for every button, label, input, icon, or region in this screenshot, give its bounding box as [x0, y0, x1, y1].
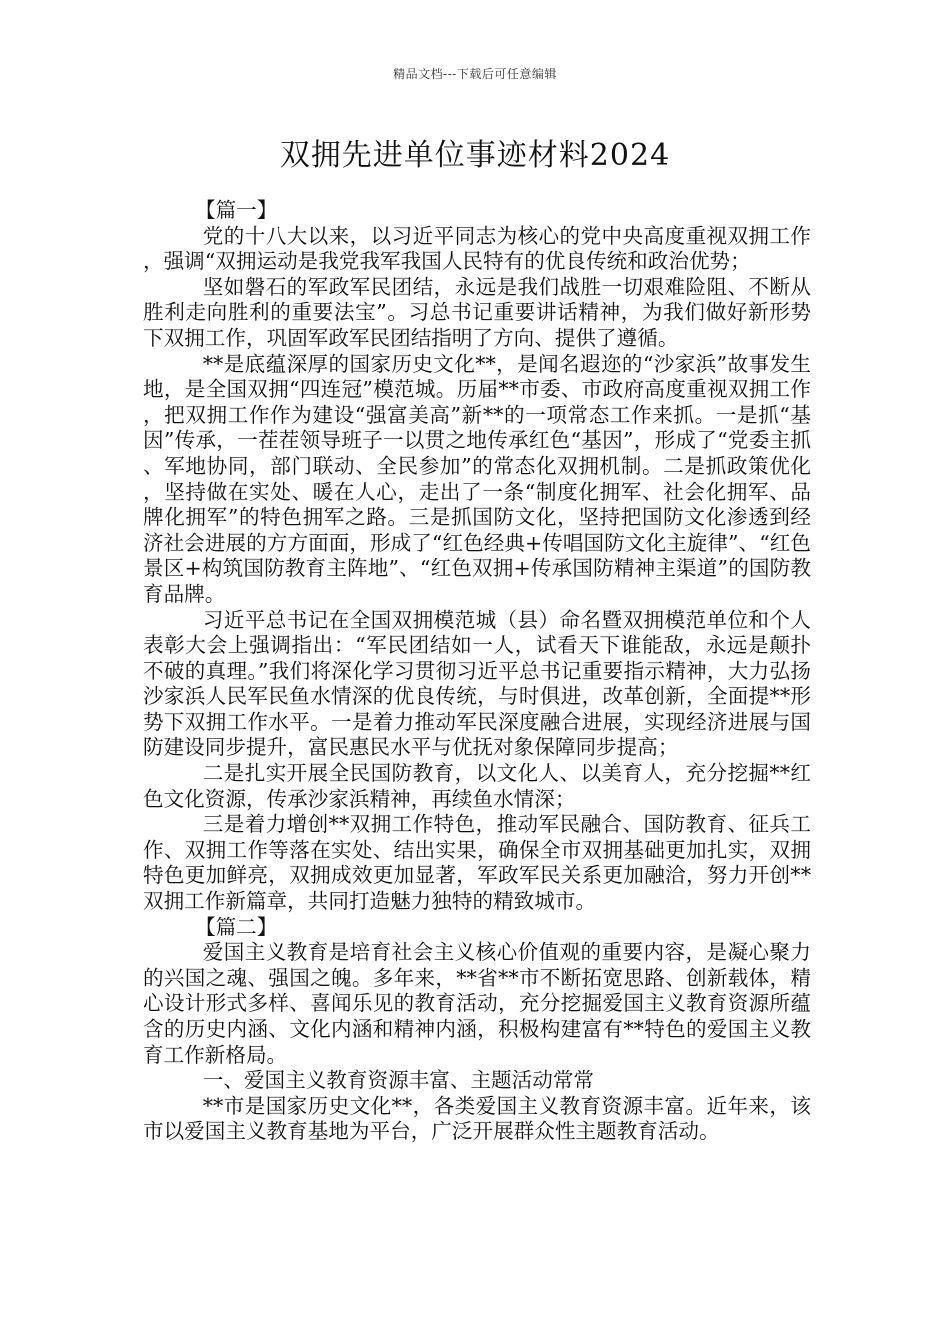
- paragraph: **是底蕴深厚的国家历史文化**，是闻名遐迩的“沙家浜”故事发生地，是全国双拥“四连冠”模范城。历届**市委、市政府高度重视双拥工作，把双拥工作作为建设“强富美高”新**的一项常态工作来抓。一是抓“基因”传承，一茬茬领导班子一以贯之地传承红色“基因”，形成了“党委主抓、军地协同，部门联动、全民参加”的常态化双拥机制。二是抓政策优化，坚持做在实处、暖在人心，走出了一条“制度化拥军、社会化拥军、品牌化拥军”的特色拥军之路。三是抓国防文化，坚持把国防文化渗透到经济社会进展的方方面面，形成了“红色经典+传唱国防文化主旋律”、“红色景区+构筑国防教育主阵地”、“红色双拥+传承国防精神主渠道”的国防教育品牌。: [143, 351, 811, 606]
- document-body: [143, 198, 811, 1145]
- paragraph: 爱国主义教育是培育社会主义核心价值观的重要内容，是凝心聚力的兴国之魂、强国之魄。多年来，**省**市不断拓宽思路、创新载体，精心设计形式多样、喜闻乐见的教育活动，充分挖掘爱国主义教育资源所蕴含的历史内涵、文化内涵和精神内涵，积极构建富有**特色的爱国主义教育工作新格局。: [143, 940, 811, 1067]
- subheading-paragraph: 一、爱国主义教育资源丰富、主题活动常常: [202, 1068, 595, 1093]
- document-title: 双拥先进单位事迹材料2024: [279, 138, 671, 173]
- paragraph: 坚如磐石的军政军民团结，永远是我们战胜一切艰难险阻、不断从胜利走向胜利的重要法宝”。习总书记重要讲话精神，为我们做好新形势下双拥工作，巩固军政军民团结指明了方向、提供了遵循。: [143, 274, 811, 350]
- section-heading-1: 【篇一】: [195, 198, 278, 222]
- paragraph: **市是国家历史文化**，各类爱国主义教育资源丰富。近年来，该市以爱国主义教育基地为平台，广泛开展群众性主题教育活动。: [143, 1093, 811, 1144]
- paragraph: 党的十八大以来，以习近平同志为核心的党中央高度重视双拥工作，强调“双拥运动是我党我军我国人民特有的优良传统和政治优势；: [143, 223, 811, 274]
- paragraph: 三是着力增创**双拥工作特色，推动军民融合、国防教育、征兵工作、双拥工作等落在实处、结出实果，确保全市双拥基础更加扎实，双拥特色更加鲜亮，双拥成效更加显著，军政军民关系更加融洽，努力开创**双拥工作新篇章，共同打造魅力独特的精致城市。: [143, 812, 811, 914]
- paragraph: 习近平总书记在全国双拥模范城（县）命名暨双拥模范单位和个人表彰大会上强调指出：“军民团结如一人，试看天下谁能敌，永远是颠扑不破的真理。”我们将深化学习贯彻习近平总书记重要指示精神，大力弘扬沙家浜人民军民鱼水情深的优良传统，与时俱进，改革创新，全面提**形势下双拥工作水平。一是着力推动军民深度融合进展，实现经济进展与国防建设同步提升，富民惠民水平与优抚对象保障同步提高；: [143, 607, 811, 760]
- section-heading-2: 【篇二】: [195, 914, 278, 939]
- page-header-note: 精品文档---下载后可任意编辑: [393, 67, 557, 81]
- paragraph: 二是扎实开展全民国防教育，以文化人、以美育人，充分挖掘**红色文化资源，传承沙家浜精神，再续鱼水情深；: [143, 761, 811, 811]
